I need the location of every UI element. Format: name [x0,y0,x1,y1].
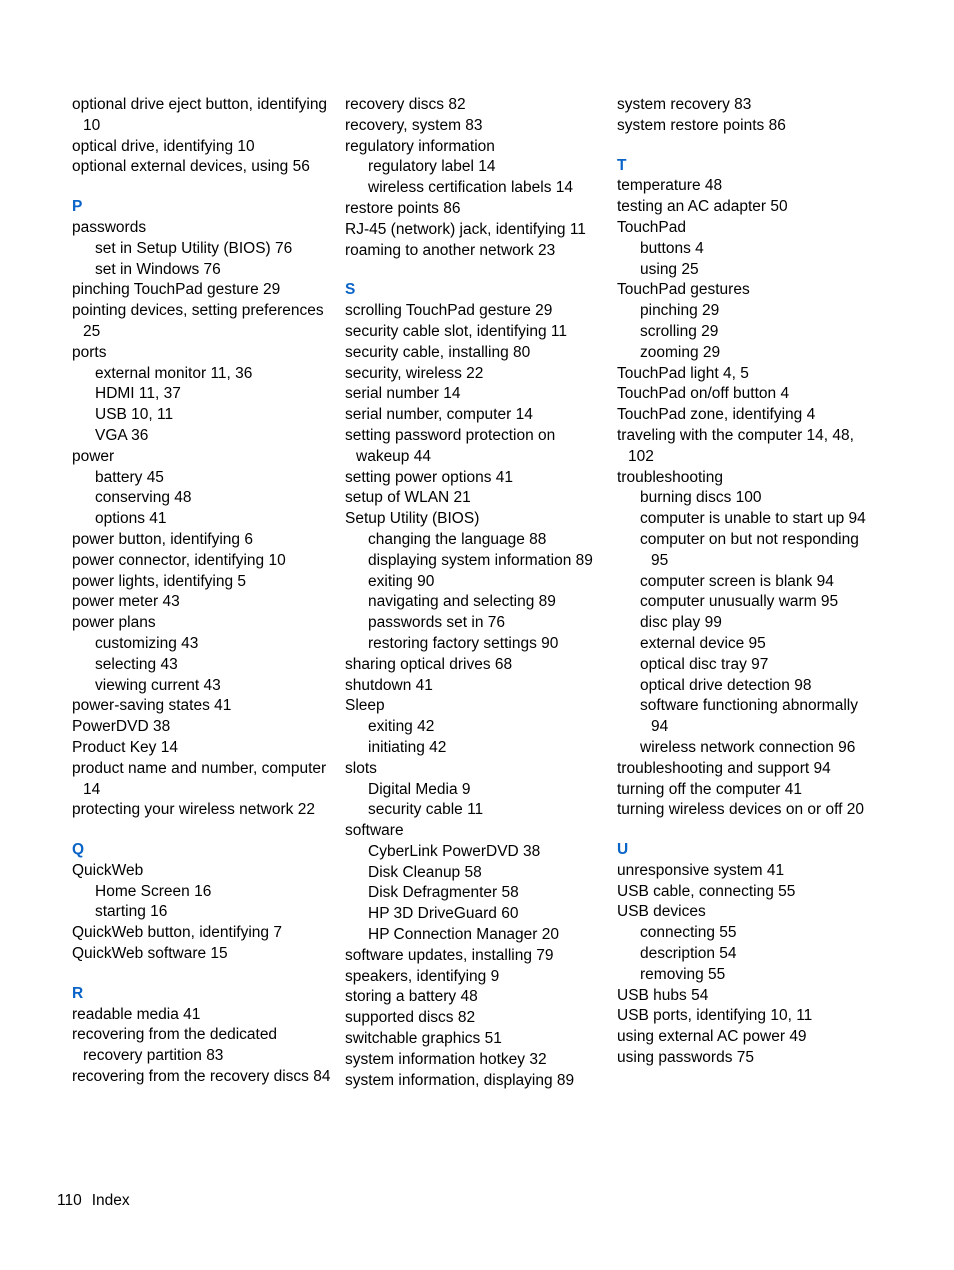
index-letter-heading: T [617,156,627,174]
index-subentry: Digital Media 9 [368,780,471,798]
index-subentry: Disk Defragmenter 58 [368,884,519,902]
index-entry: serial number 14 [345,385,461,403]
index-subentry: computer on but not responding 95 [640,530,859,569]
index-entry: system restore points 86 [617,116,786,134]
index-entry: temperature 48 [617,177,723,195]
index-letter-heading: R [72,984,84,1002]
index-entry: USB hubs 54 [617,986,709,1004]
index-entry: security, wireless 22 [345,364,484,382]
index-subentry: security cable 11 [368,801,484,819]
footer-section-label: Index [91,1192,130,1209]
index-entry: storing a battery 48 [345,988,478,1006]
index-subentry: scrolling 29 [640,322,719,340]
index-subentry: external monitor 11, 36 [95,364,253,382]
index-entry: Sleep [345,697,385,715]
index-subentry: customizing 43 [95,634,199,652]
index-entry: troubleshooting [617,468,723,486]
index-entry: using external AC power 49 [617,1028,807,1046]
index-entry: supported discs 82 [345,1009,476,1027]
index-entry: optical drive, identifying 10 [72,137,255,155]
index-entry: TouchPad [617,218,686,236]
index-entry: passwords [72,218,147,236]
index-letter-heading: P [72,198,83,216]
index-entry: system information hotkey 32 [345,1050,547,1068]
index-subentry: Home Screen 16 [95,882,212,900]
index-subentry: using 25 [640,260,699,278]
index-entry: recovering from the recovery discs 84 [72,1068,331,1086]
index-entry: setting password protection on wakeup 44 [345,426,556,465]
index-entry: QuickWeb software 15 [72,945,228,963]
index-subentry: optical drive detection 98 [640,676,812,694]
index-subentry: computer is unable to start up 94 [640,510,866,528]
page-footer [57,1192,130,1210]
index-subentry: software functioning abnormally 94 [640,697,858,736]
index-subentry: exiting 90 [368,572,435,590]
index-entry: power plans [72,614,156,632]
index-entry: shutdown 41 [345,676,433,694]
index-subentry: conserving 48 [95,489,192,507]
index-entry: ports [72,343,107,361]
index-subentry: disc play 99 [640,614,722,632]
index-entry: USB cable, connecting 55 [617,882,796,900]
index-entry: slots [345,759,377,777]
index-entry: recovery discs 82 [345,96,466,113]
index-subentry: changing the language 88 [368,530,547,548]
index-entry: setting power options 41 [345,468,514,486]
index-entry: serial number, computer 14 [345,406,533,424]
index-subentry: removing 55 [640,965,726,983]
index-subentry: wireless certification labels 14 [368,179,574,197]
index-entry: security cable, installing 80 [345,343,531,361]
index-subentry: HDMI 11, 37 [95,385,181,403]
index-subentry: set in Windows 76 [95,260,221,278]
index-subentry: navigating and selecting 89 [368,593,556,611]
index-entry: USB ports, identifying 10, 11 [617,1007,813,1025]
index-letter-heading: U [617,841,629,859]
index-subentry: starting 16 [95,903,168,921]
index-column-2 [345,95,607,1091]
index-entry: TouchPad light 4, 5 [617,364,749,382]
index-subentry: optical disc tray 97 [640,655,769,673]
index-entry: sharing optical drives 68 [345,655,513,673]
index-entry: Setup Utility (BIOS) [345,510,480,528]
index-subentry: external device 95 [640,634,766,652]
index-entry: RJ-45 (network) jack, identifying 11 [345,220,586,238]
index-entry: software updates, installing 79 [345,946,554,964]
index-letter-heading: S [345,281,356,299]
index-subentry: selecting 43 [95,655,178,673]
index-entry: optional drive eject button, identifying 10 [72,96,328,134]
index-entry: roaming to another network 23 [345,241,556,259]
index-subentry: displaying system information 89 [368,551,593,569]
index-entry: TouchPad gestures [617,281,750,299]
index-subentry: HP Connection Manager 20 [368,926,560,944]
page-number: 110 [57,1192,82,1209]
index-subentry: Disk Cleanup 58 [368,863,482,881]
index-entry: system information, displaying 89 [345,1071,575,1089]
index-entry: optional external devices, using 56 [72,158,310,176]
index-entry: power meter 43 [72,593,180,611]
index-entry: TouchPad on/off button 4 [617,385,790,403]
index-entry: QuickWeb [72,861,144,879]
index-entry: product name and number, computer 14 [72,759,327,798]
index-entry: traveling with the computer 14, 48, 102 [617,426,854,465]
index-entry: unresponsive system 41 [617,861,785,879]
index-subentry: buttons 4 [640,239,704,257]
index-subentry: HP 3D DriveGuard 60 [368,905,519,923]
index-subentry: connecting 55 [640,924,737,942]
index-entry: power connector, identifying 10 [72,551,286,569]
index-subentry: pinching 29 [640,302,720,320]
index-entry: pointing devices, setting preferences 25 [72,302,324,340]
index-subentry: computer screen is blank 94 [640,572,834,590]
index-entry: pinching TouchPad gesture 29 [72,281,281,299]
index-entry: security cable slot, identifying 11 [345,322,567,340]
index-subentry: battery 45 [95,468,164,486]
index-column-1 [72,95,334,1088]
index-subentry: CyberLink PowerDVD 38 [368,842,541,860]
index-entry: USB devices [617,903,706,921]
index-entry: protecting your wireless network 22 [72,801,315,819]
index-entry: using passwords 75 [617,1049,754,1067]
index-entry: testing an AC adapter 50 [617,198,788,216]
index-subentry: passwords set in 76 [368,614,505,632]
index-entry: QuickWeb button, identifying 7 [72,924,282,942]
index-subentry: exiting 42 [368,718,435,736]
index-entry: readable media 41 [72,1005,201,1023]
index-subentry: restoring factory settings 90 [368,634,559,652]
index-entry: power button, identifying 6 [72,530,253,548]
index-entry: speakers, identifying 9 [345,967,500,985]
index-entry: troubleshooting and support 94 [617,759,831,777]
index-entry: Product Key 14 [72,738,178,756]
index-entry: turning off the computer 41 [617,780,802,798]
index-entry: recovering from the dedicated recovery partition 83 [72,1026,278,1065]
index-subentry: options 41 [95,510,167,528]
index-entry: TouchPad zone, identifying 4 [617,406,816,424]
index-subentry: burning discs 100 [640,489,762,507]
index-entry: switchable graphics 51 [345,1030,502,1048]
index-subentry: set in Setup Utility (BIOS) 76 [95,239,293,257]
index-subentry: zooming 29 [640,343,721,361]
index-entry: restore points 86 [345,199,461,217]
index-entry: PowerDVD 38 [72,718,171,736]
index-subentry: USB 10, 11 [95,406,174,424]
index-subentry: regulatory label 14 [368,158,496,176]
index-entry: power-saving states 41 [72,697,232,715]
index-subentry: computer unusually warm 95 [640,593,839,611]
index-entry: system recovery 83 [617,96,752,113]
index-entry: power [72,447,115,465]
index-entry: software [345,822,404,840]
index-entry: turning wireless devices on or off 20 [617,801,864,819]
index-entry: power lights, identifying 5 [72,572,247,590]
index-entry: recovery, system 83 [345,116,483,134]
index-letter-heading: Q [72,841,85,859]
index-subentry: initiating 42 [368,738,447,756]
index-entry: regulatory information [345,137,495,155]
index-entry: setup of WLAN 21 [345,489,471,507]
index-subentry: viewing current 43 [95,676,221,694]
index-subentry: wireless network connection 96 [640,738,856,756]
index-entry: scrolling TouchPad gesture 29 [345,302,553,320]
index-column-3 [617,95,879,1069]
index-subentry: VGA 36 [95,426,149,444]
index-subentry: description 54 [640,945,737,963]
